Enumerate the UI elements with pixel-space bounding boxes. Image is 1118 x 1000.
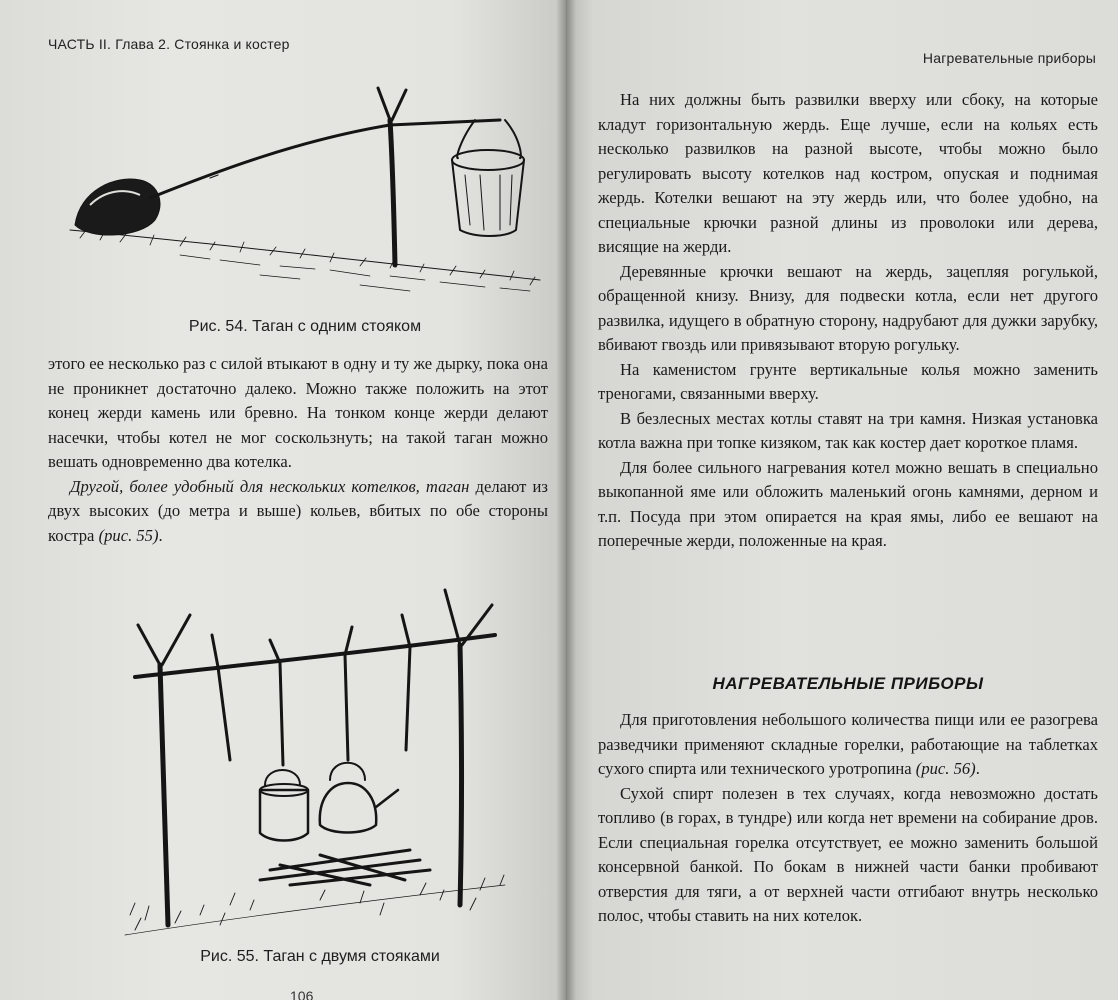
right-text-block-bottom — [598, 708, 1098, 929]
figure-reference: (рис. 55) — [98, 525, 159, 545]
tagan-one-post-illustration — [60, 80, 550, 308]
right-paragraph-3: На каменистом грунте вертикальные колья можно заменить треногами, связанными вверху. — [598, 359, 1098, 403]
right-paragraph-4: В безлесных местах котлы ставят на три камня. Низкая установка котла важна при топке кизяком, так как костер дает короткое пламя. — [598, 408, 1098, 452]
paragraph-6-body: Для приготовления небольшого количества пищи или ее разогрева разведчики применяют складные горелки, работающие на таблетках сухого спирта или технического уротропина — [598, 710, 1098, 778]
left-paragraph-1: этого ее несколько раз с силой втыкают в одну и ту же дырку, пока она не проникнет достаточно далеко. Можно также положить на этот конец жерди камень или бревно. На тонком конце жерди делают насечки, чтобы котел не мог соскользнуть; на такой таган можно вешать одновременно два котелка. — [48, 354, 548, 471]
right-paragraph-6 — [598, 708, 1098, 782]
paragraph-end-punct: . — [158, 525, 163, 545]
right-paragraph-7: Сухой спирт полезен в тех случаях, когда невозможно достать топливо (в горах, в тундре) или когда нет времени на собирание дров. Если специальная горелка отсутствует, ее можно заменить большой консервной банкой. По бокам в нижней части банки пробивают отверстия для тяги, а от верхней части отгибают внутрь несколько полос, чтобы ставить на них котелок. — [598, 783, 1098, 925]
right-text-block-top — [598, 88, 1098, 554]
tagan-two-posts-illustration — [120, 585, 510, 940]
section-heading: НАГРЕВАТЕЛЬНЫЕ ПРИБОРЫ — [712, 674, 984, 693]
page-number: 106 — [290, 988, 314, 1000]
right-paragraph-5: Для более сильного нагревания котел можно вешать в специально выкопанной яме или обложить маленький огонь камнями, дерном и т.п. Посуда при этом опирается на края ямы, либо ее вешают на поперечные жерди, положенные на края. — [598, 457, 1098, 550]
figure-55 — [120, 585, 510, 940]
left-text-block — [48, 352, 548, 548]
figure-54 — [60, 80, 550, 308]
right-paragraph-2: Деревянные крючки вешают на жердь, зацепляя рогулькой, обращенной книзу. Внизу, для подвески котла, если нет другого развилка, идущего в обратную сторону, надрубают для дужки зарубку, вбивают гвоздь или привязывают вторую рогульку. — [598, 261, 1098, 354]
figure-55-caption: Рис. 55. Таган с двумя стояками — [200, 948, 440, 965]
left-paragraph-2 — [48, 475, 548, 549]
right-paragraph-1: На них должны быть развилки вверху или сбоку, на которые кладут горизонтальную жердь. Еще лучше, если на кольях есть несколько развилков на разной высоте, чтобы можно было регулировать высоту котелков над костром, опуская и поднимая жердь. Котелки вешают на эту жердь или, что более удобно, на специальные крючки разной длины из проволоки или дерева, висящие на жерди. — [598, 90, 1098, 256]
paragraph-6-end: . — [975, 759, 980, 778]
right-running-head: Нагревательные приборы — [922, 50, 1096, 66]
italic-phrase: Другой, более удобный для нескольких котелков, таган — [70, 476, 470, 496]
left-running-head: ЧАСТЬ II. Глава 2. Стоянка и костер — [48, 36, 290, 52]
figure-54-caption: Рис. 54. Таган с одним стояком — [188, 318, 422, 335]
figure-reference-56: (рис. 56) — [915, 759, 976, 778]
paragraph-2-body: делают из двух высоких (до метра и выше) кольев, вбитых по обе стороны костра — [48, 476, 548, 545]
book-gutter — [556, 0, 576, 1000]
